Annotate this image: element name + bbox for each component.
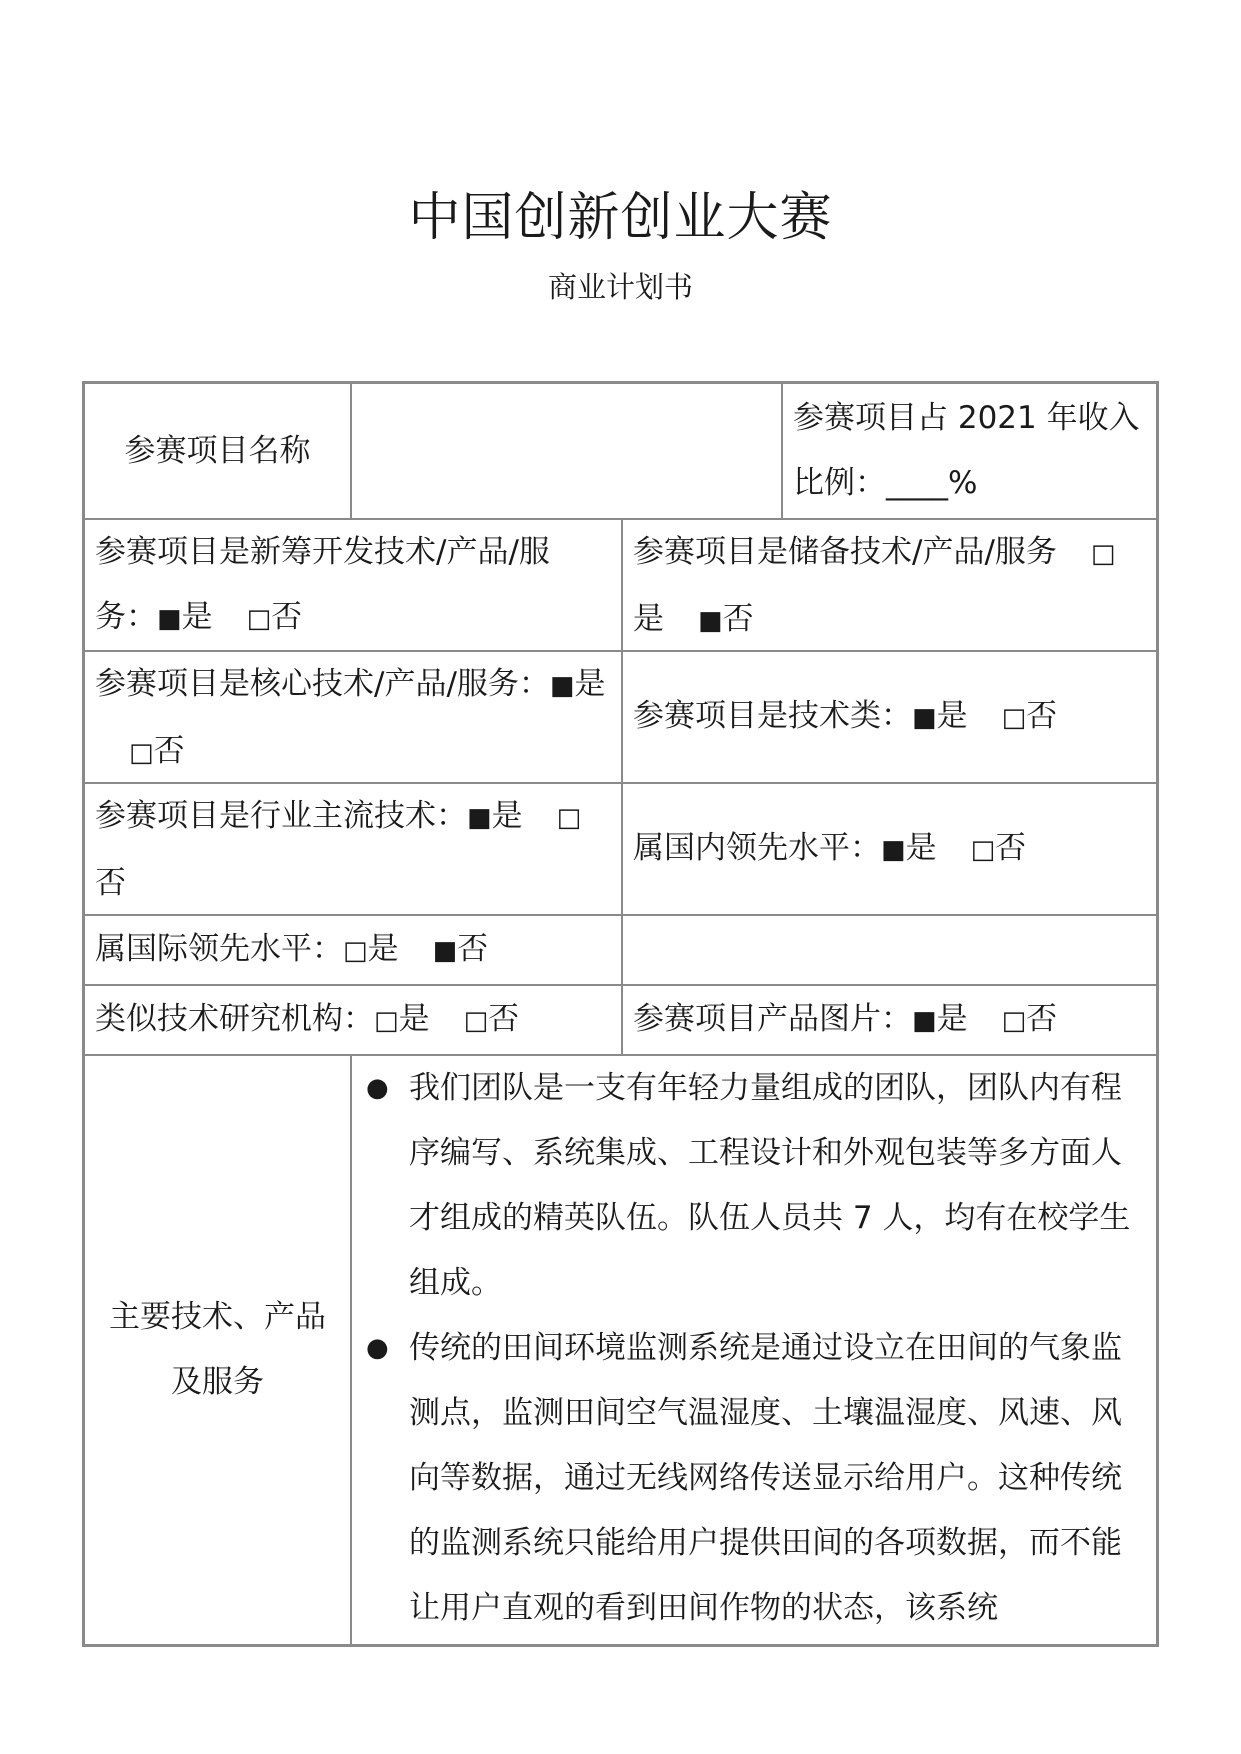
main-tech-bullet-list: [364, 1056, 1150, 1641]
list-item: [364, 1056, 1150, 1316]
row5-right-cell: [623, 986, 1156, 1056]
project-name-value-cell[interactable]: [352, 384, 783, 520]
row5-left-no-checkbox[interactable]: □: [463, 1005, 489, 1036]
main-tech-label: 主要技术、产品及服务: [109, 1299, 326, 1400]
row1-right-no-label: 否: [722, 601, 754, 637]
row3-right-no-checkbox[interactable]: □: [970, 834, 996, 865]
list-item: [364, 1316, 1150, 1641]
row1-left-no-label: 否: [271, 599, 303, 635]
project-name-label-cell: [85, 384, 352, 520]
row3-right-yes-label: 是: [905, 829, 937, 866]
row2-left-yes-label: 是: [574, 666, 606, 702]
row5-right-yes-checkbox[interactable]: ■: [912, 1005, 937, 1036]
row2-left-label: 参赛项目是核心技术/产品/服务：: [95, 666, 550, 702]
row4-left-yes-label: 是: [367, 930, 399, 967]
row1-left-cell: [85, 520, 623, 652]
row4-left-no-checkbox[interactable]: ■: [432, 935, 458, 966]
row2-right-label: 参赛项目是技术类：: [633, 697, 912, 734]
row5-left-no-label: 否: [488, 1000, 520, 1037]
bullet-icon: ●: [366, 1073, 389, 1103]
row3-right-cell: [623, 784, 1156, 916]
row5-left-yes-label: 是: [398, 1000, 430, 1037]
row5-right-no-label: 否: [1026, 1000, 1058, 1037]
row2-right-yes-checkbox[interactable]: ■: [912, 702, 937, 733]
row2-left-no-checkbox[interactable]: □: [129, 738, 154, 768]
main-tech-label-cell: [85, 1056, 352, 1644]
bullet-text: 传统的田间环境监测系统是通过设立在田间的气象监测点，监测田间空气温湿度、土壤温湿度、风速、风向等数据，通过无线网络传送显示给用户。这种传统的监测系统只能给用户提供田间的各项数据，而不能让用户直观的看到田间作物的状态，该系统: [409, 1330, 1122, 1626]
row3-left-yes-label: 是: [491, 798, 523, 834]
row2-left-yes-checkbox[interactable]: ■: [549, 671, 575, 701]
row3-left-no-label: 否: [95, 865, 126, 901]
project-info-table: [82, 381, 1159, 1647]
bullet-text: 我们团队是一支有年轻力量组成的团队，团队内有程序编写、系统集成、工程设计和外观包装等多方面人才组成的精英队伍。队伍人员共 7 人，均有在校学生组成。: [409, 1070, 1131, 1301]
row3-right-label: 属国内领先水平：: [633, 829, 881, 866]
row1-right-label: 参赛项目是储备技术/产品/服务: [633, 534, 1057, 570]
row2-left-no-label: 否: [153, 733, 185, 769]
bullet-icon: ●: [366, 1333, 389, 1363]
row5-left-cell: [85, 986, 623, 1056]
row5-left-yes-checkbox[interactable]: □: [374, 1005, 399, 1036]
row1-right-yes-checkbox[interactable]: □: [1090, 539, 1116, 569]
row4-left-yes-checkbox[interactable]: □: [343, 935, 368, 966]
row1-right-cell: [623, 520, 1156, 652]
row5-right-label: 参赛项目产品图片：: [633, 1000, 912, 1037]
main-tech-content-cell: [352, 1056, 1156, 1644]
row5-right-yes-label: 是: [936, 1000, 968, 1037]
row4-right-cell: [623, 916, 1156, 986]
row3-left-yes-checkbox[interactable]: ■: [467, 803, 492, 833]
row1-left-label: 参赛项目是新筹开发技术/产品/服务：: [95, 534, 550, 635]
row4-left-cell: [85, 916, 623, 986]
row1-left-yes-label: 是: [181, 599, 213, 635]
row4-left-label: 属国际领先水平：: [95, 930, 343, 967]
row3-left-no-checkbox[interactable]: □: [556, 803, 582, 833]
document-subtitle: 商业计划书: [547, 270, 693, 304]
row5-right-no-checkbox[interactable]: □: [1001, 1005, 1027, 1036]
revenue-ratio-cell: [783, 384, 1156, 520]
row2-right-yes-label: 是: [936, 697, 968, 734]
row2-right-no-checkbox[interactable]: □: [1001, 702, 1027, 733]
row1-left-yes-checkbox[interactable]: ■: [157, 604, 182, 634]
row2-right-no-label: 否: [1026, 697, 1058, 734]
row3-left-cell: [85, 784, 623, 916]
row3-right-yes-checkbox[interactable]: ■: [881, 834, 906, 865]
revenue-ratio-label: 参赛项目占 2021 年收入比例：____%: [793, 400, 1140, 501]
row4-left-no-label: 否: [457, 930, 489, 967]
row5-left-label: 类似技术研究机构：: [95, 1000, 374, 1037]
row3-right-no-label: 否: [995, 829, 1027, 866]
project-name-label: 参赛项目名称: [124, 432, 311, 469]
row2-right-cell: [623, 652, 1156, 784]
row1-right-no-checkbox[interactable]: ■: [698, 606, 723, 636]
row1-right-yes-label: 是: [633, 601, 664, 637]
document-title: 中国创新创业大赛: [408, 188, 833, 248]
row3-left-label: 参赛项目是行业主流技术：: [95, 798, 467, 834]
row2-left-cell: [85, 652, 623, 784]
row1-left-no-checkbox[interactable]: □: [246, 604, 272, 634]
